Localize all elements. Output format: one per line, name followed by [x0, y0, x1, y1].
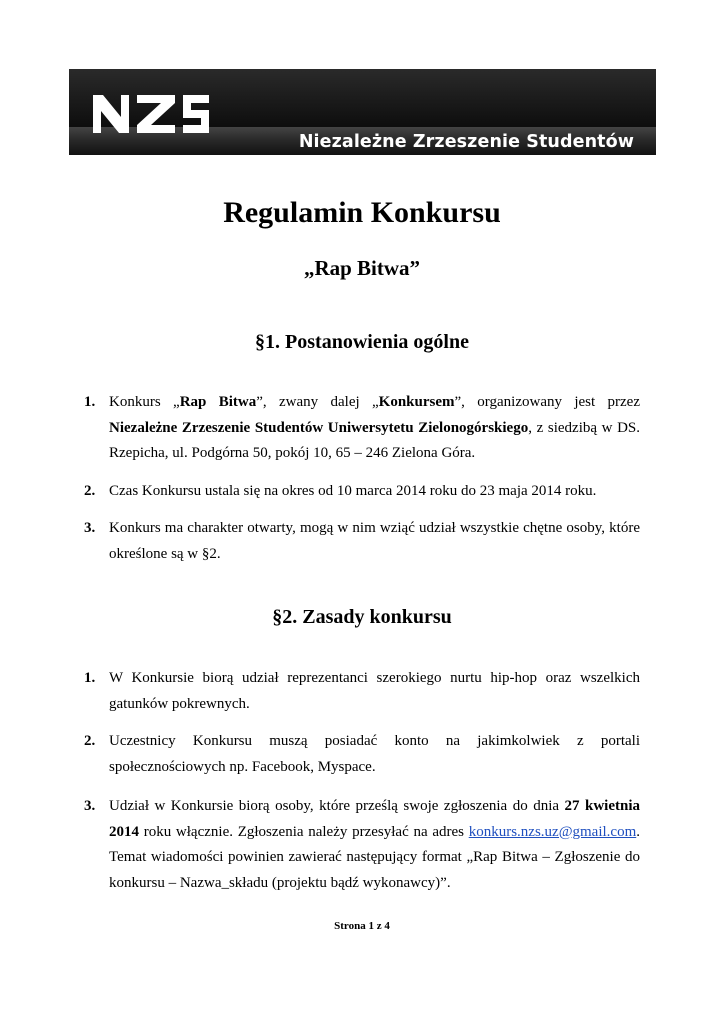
item-number: 1. [84, 394, 96, 410]
email-link[interactable]: konkurs.nzs.uz@gmail.com [468, 823, 637, 840]
list-item [84, 516, 640, 567]
section-heading-2: §2. Zasady konkursu [272, 606, 452, 628]
list-item [84, 666, 640, 717]
bold-run: Niezależne Zrzeszenie Studentów Uniwersytetu Zielonogórskiego [109, 419, 529, 436]
text-run: Konkurs ma charakter otwarty, mogą w nim wziąć udział wszystkie chętne osoby, które określone są w §2. [109, 520, 640, 562]
bold-run: 27 kwietnia 2014 [109, 798, 640, 840]
page-number: Strona 1 z 4 [334, 920, 390, 932]
document-subtitle: „Rap Bitwa” [303, 256, 421, 280]
text-run: ”, organizowany jest przez [454, 394, 640, 410]
item-number: 3. [84, 798, 96, 814]
document-title: Regulamin Konkursu [223, 196, 501, 229]
nzs-logo [93, 95, 209, 133]
item-number: 1. [84, 670, 96, 686]
list-item [84, 729, 640, 780]
bold-run: Konkursem [378, 394, 455, 410]
item-text [109, 666, 640, 717]
item-text [109, 729, 640, 780]
header-banner [69, 69, 656, 155]
item-text [109, 794, 640, 896]
text-run: Uczestnicy Konkursu muszą posiadać konto na jakimkolwiek z portali społecznościowych np. Facebook, Myspace. [109, 733, 640, 775]
organization-name: Niezależne Zrzeszenie Studentów [298, 132, 634, 152]
item-number: 3. [84, 520, 96, 536]
text-run: ”, zwany dalej „ [256, 394, 379, 410]
text-run: Czas Konkursu ustala się na okres od 10 marca 2014 roku do 23 maja 2014 roku. [109, 483, 597, 499]
list-item [84, 479, 640, 505]
bold-run: Rap Bitwa [179, 394, 257, 410]
text-run: . Temat wiadomości powinien zawierać następujący format „Rap Bitwa – Zgłoszenie do konkursu – Nazwa_składu (projektu bądź wykonawcy)”. [109, 823, 640, 891]
item-number: 2. [84, 483, 96, 499]
list-item [84, 794, 640, 896]
text-run: Udział w Konkursie biorą osoby, które prześlą swoje zgłoszenia do dnia [109, 798, 565, 814]
item-text [109, 390, 640, 467]
text-run: , z siedzibą w DS. Rzepicha, ul. Podgórna 50, pokój 10, 65 – 246 Zielona Góra. [109, 419, 640, 461]
item-number: 2. [84, 733, 96, 749]
text-run: Konkurs „ [109, 394, 180, 410]
item-text [109, 479, 640, 505]
list-item [84, 390, 640, 467]
text-run: W Konkursie biorą udział reprezentanci szerokiego nurtu hip-hop oraz wszelkich gatunków pokrewnych. [109, 670, 640, 712]
section-heading-1: §1. Postanowienia ogólne [255, 331, 469, 353]
item-text [109, 516, 640, 567]
text-run: roku włącznie. Zgłoszenia należy przesyłać na adres [139, 823, 469, 840]
